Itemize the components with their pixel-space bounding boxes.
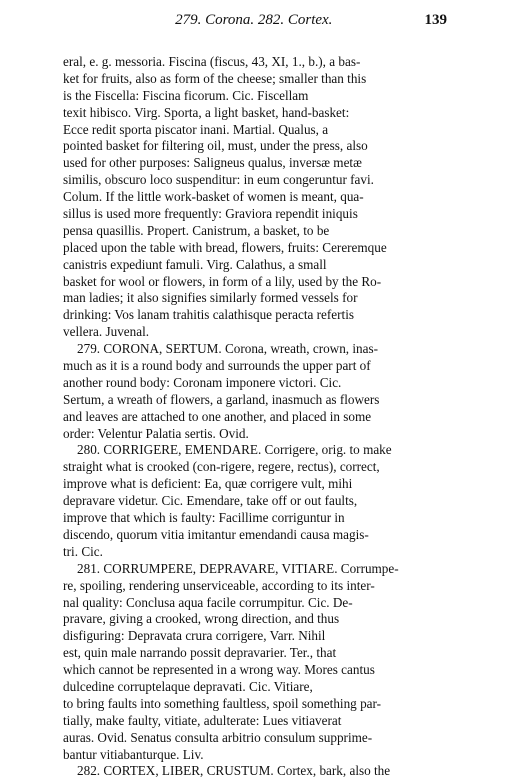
text-line: improve that which is faulty: Facillime corriguntur in bbox=[63, 510, 345, 526]
text-line: ket for fruits, also as form of the cheese; smaller than this bbox=[63, 70, 367, 86]
text-line: tri. Cic. bbox=[63, 543, 103, 559]
text-line: order: Velentur Palatia sertis. Ovid. bbox=[63, 425, 249, 441]
text-line: pensa quasillis. Propert. Canistrum, a basket, to be bbox=[63, 222, 330, 238]
text-line: is the Fiscella: Fiscina ficorum. Cic. Fiscellam bbox=[63, 87, 309, 103]
entry-281-heading-line: 281. CORRUMPERE, DEPRAVARE, VITIARE. Corrumpe- bbox=[77, 560, 399, 576]
running-head-title: 279. Corona. 282. Cortex. bbox=[175, 12, 333, 28]
text-line: placed upon the table with bread, flowers, fruits: Cereremque bbox=[63, 239, 387, 255]
text-line: Ecce redit sporta piscator inani. Martial. Qualus, a bbox=[63, 121, 329, 137]
entry-282-heading-line: 282. CORTEX, LIBER, CRUSTUM. Cortex, bark, also the bbox=[77, 763, 391, 779]
text-line: auras. Ovid. Senatus consulta arbitrio consulum supprime- bbox=[63, 729, 373, 745]
text-line: re, spoiling, rendering unserviceable, according to its inter- bbox=[63, 577, 375, 593]
text-line: straight what is crooked (con-rigere, regere, rectus), correct, bbox=[63, 459, 380, 475]
text-line: est, quin male narrando possit depravarier. Ter., that bbox=[63, 645, 337, 661]
text-line: texit hibisco. Virg. Sporta, a light basket, hand-basket: bbox=[63, 104, 350, 120]
text-line: another round body: Coronam imponere victori. Cic. bbox=[63, 374, 342, 390]
text-line: man ladies; it also signifies similarly formed vessels for bbox=[63, 290, 358, 306]
text-line: much as it is a round body and surrounds the upper part of bbox=[63, 358, 371, 374]
text-line: Sertum, a wreath of flowers, a garland, inasmuch as flowers bbox=[63, 391, 380, 407]
text-line: similis, obscuro loco suspenditur: in eum congeruntur favi. bbox=[63, 172, 374, 188]
text-line: tially, make faulty, vitiate, adulterate: Lues vitiaverat bbox=[63, 712, 342, 728]
text-line: improve what is deficient: Ea, quæ corrigere vult, mihi bbox=[63, 476, 353, 492]
text-line: basket for wool or flowers, in form of a lily, used by the Ro- bbox=[63, 273, 382, 289]
text-line: disfiguring: Depravata crura corrigere, Varr. Nihil bbox=[63, 628, 326, 644]
text-line: eral, e. g. messoria. Fiscina (fiscus, 43, XI, 1., b.), a bas- bbox=[63, 54, 361, 69]
text-line: and leaves are attached to one another, and placed in some bbox=[63, 408, 372, 424]
text-line: which cannot be represented in a wrong way. Mores cantus bbox=[63, 662, 375, 678]
text-line: drinking: Vos lanam trahitis calathisque peracta refertis bbox=[63, 307, 355, 323]
text-line: discendo, quorum vitia imitantur emendandi causa magis- bbox=[63, 526, 369, 542]
text-line: to bring faults into something faultless, spoil something par- bbox=[63, 695, 382, 711]
text-line: bantur vitiabanturque. Liv. bbox=[63, 746, 204, 762]
text-line: canistris expediunt famuli. Virg. Calathus, a small bbox=[63, 256, 327, 272]
text-line: vellera. Juvenal. bbox=[63, 324, 150, 340]
text-line: depravare videtur. Cic. Emendare, take off or out faults, bbox=[63, 493, 358, 509]
text-line: Colum. If the little work-basket of women is meant, qua- bbox=[63, 189, 364, 205]
text-line: nal quality: Conclusa aqua facile corrumpitur. Cic. De- bbox=[63, 594, 353, 610]
running-head bbox=[63, 12, 447, 40]
body-text bbox=[63, 54, 447, 780]
entry-279-heading-line: 279. CORONA, SERTUM. Corona, wreath, crown, inas- bbox=[77, 341, 379, 357]
page-number: 139 bbox=[424, 12, 447, 28]
text-line: pointed basket for filtering oil, must, under the press, also bbox=[63, 138, 368, 154]
entry-280-heading-line: 280. CORRIGERE, EMENDARE. Corrigere, orig. to make bbox=[77, 442, 392, 458]
text-line: used for other purposes: Saligneus qualus, inversæ metæ bbox=[63, 155, 362, 171]
text-line: dulcedine corruptelaque depravati. Cic. Vitiare, bbox=[63, 678, 313, 694]
text-line: sillus is used more frequently: Graviora rependit iniquis bbox=[63, 206, 358, 222]
text-line: pravare, giving a crooked, wrong direction, and thus bbox=[63, 611, 340, 627]
